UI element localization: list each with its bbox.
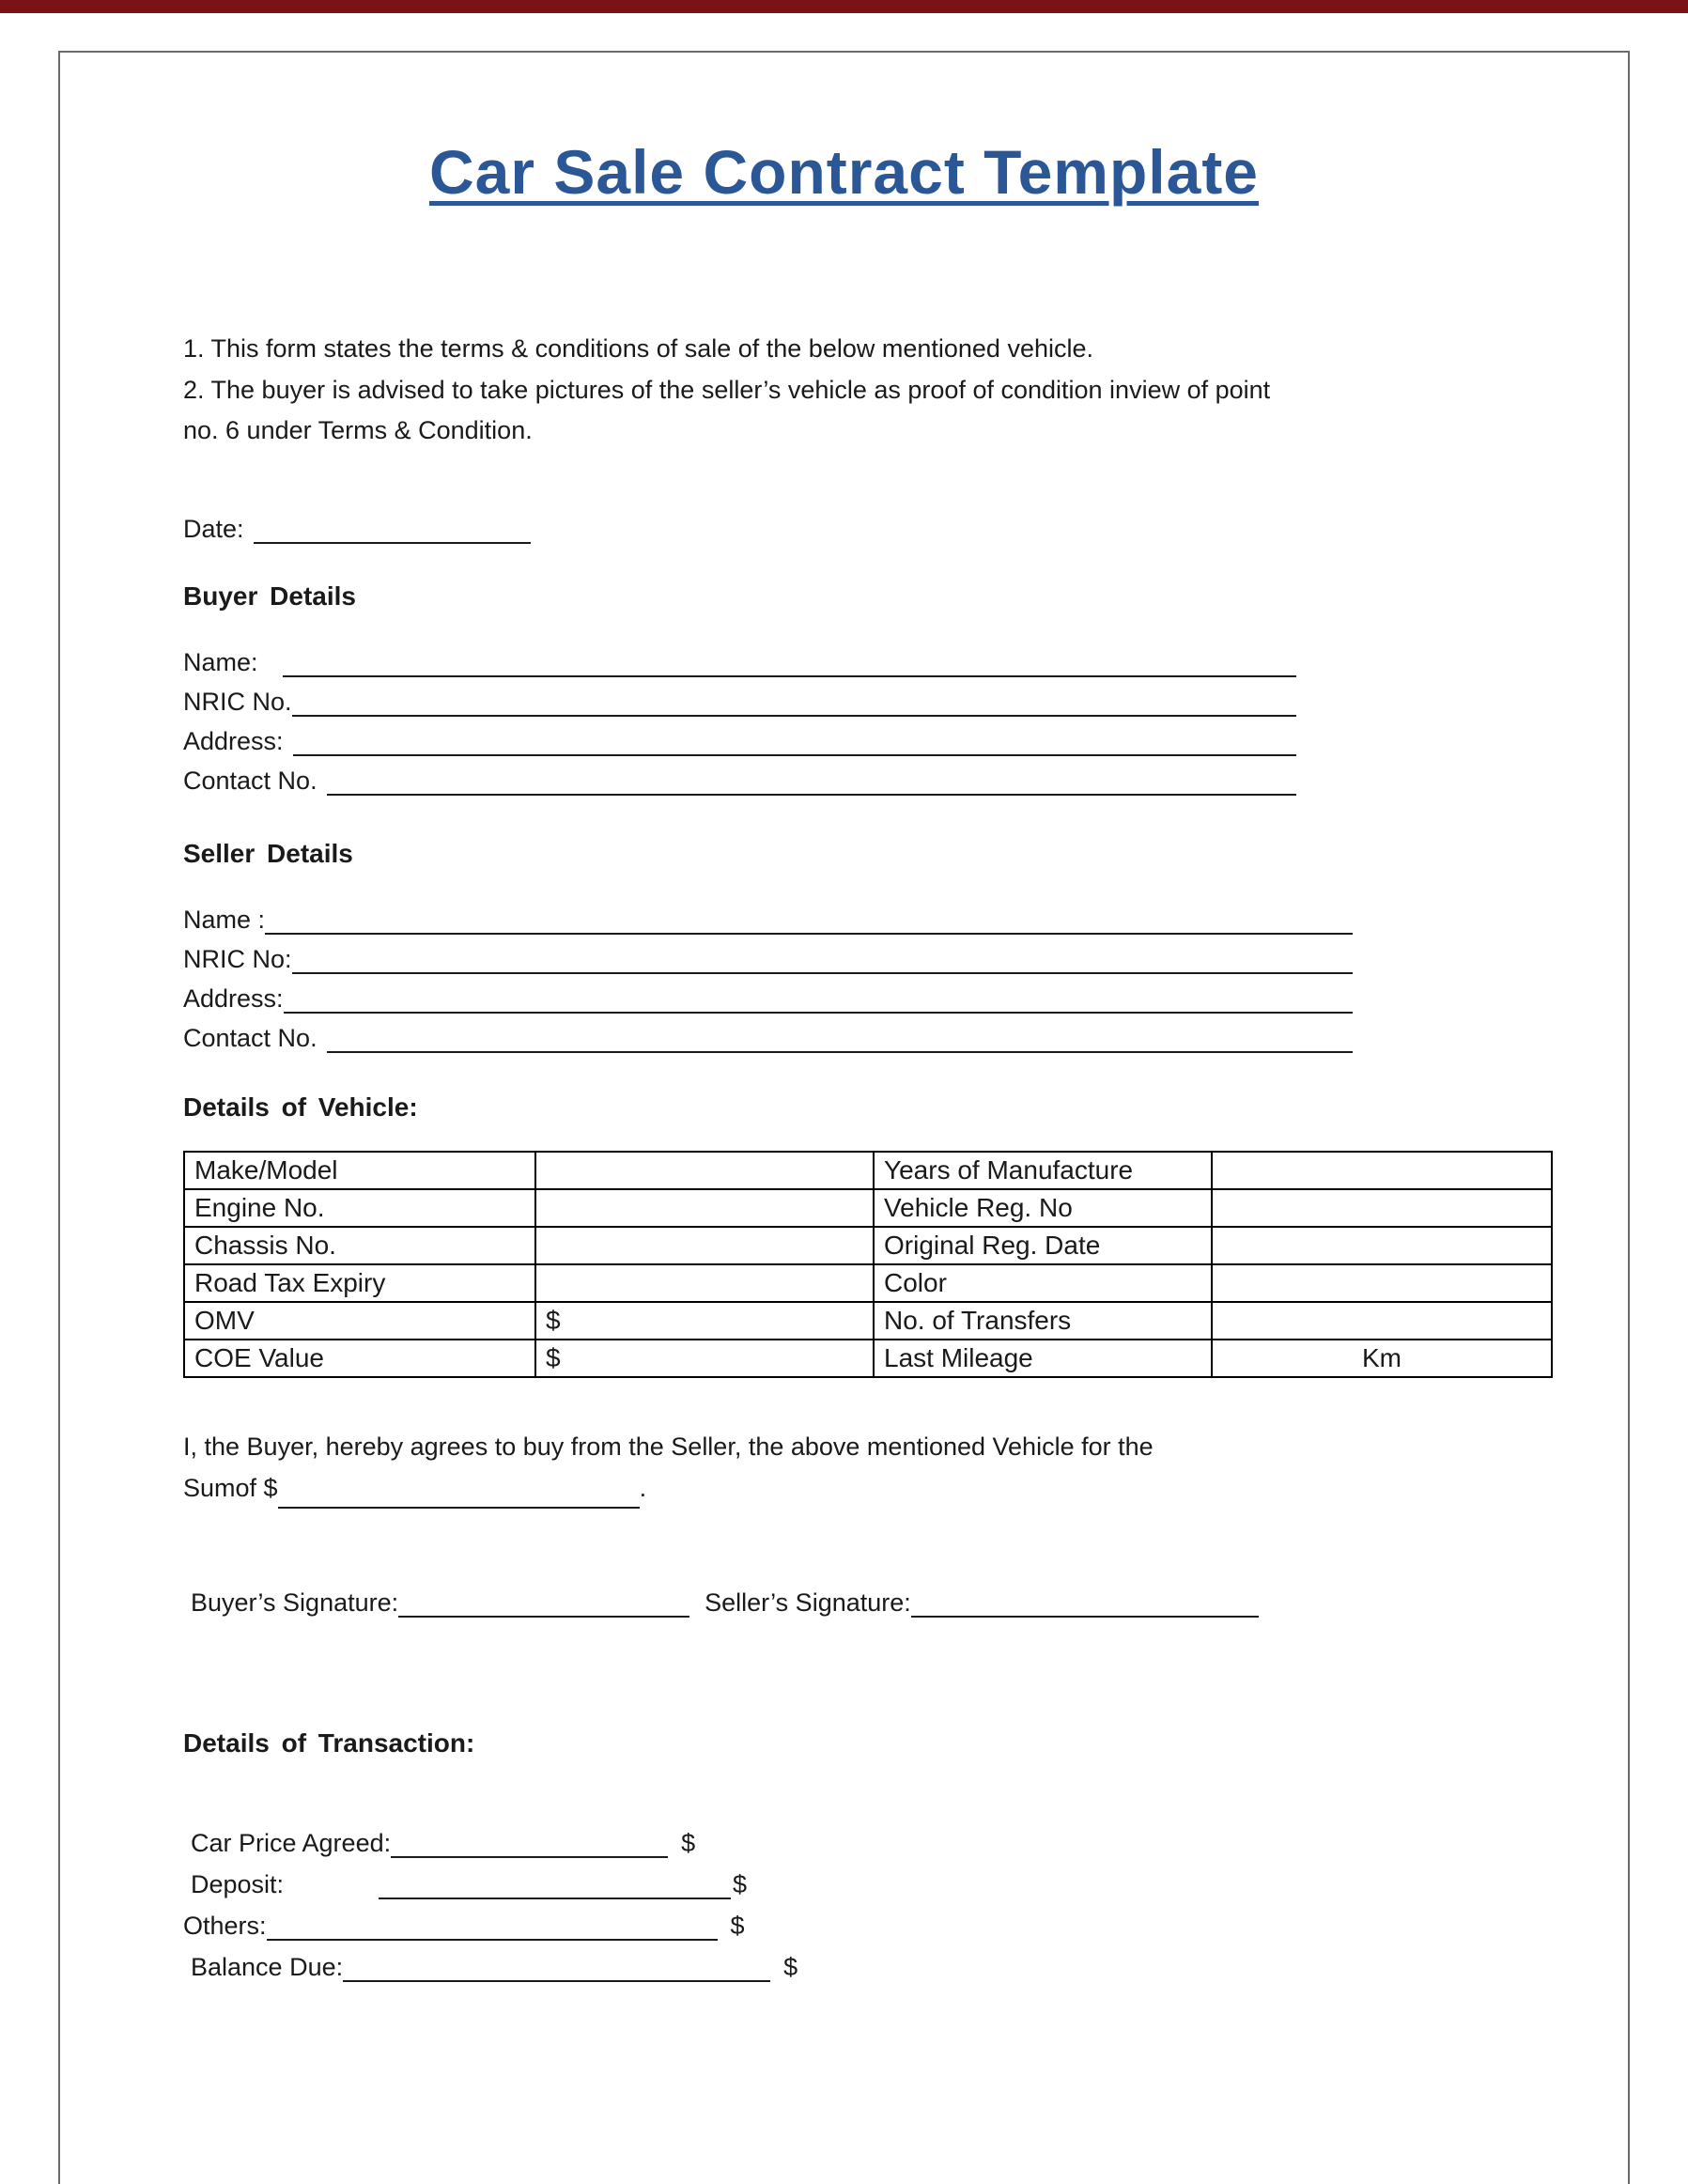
balance-due-label: Balance Due: (191, 1953, 344, 1982)
others-currency: $ (730, 1912, 745, 1941)
vehicle-cell-value: $ (535, 1340, 874, 1377)
vehicle-details-heading: Details of Vehicle: (183, 1092, 418, 1123)
vehicle-cell-label: OMV (184, 1302, 535, 1340)
buyer-contact-line (327, 764, 1296, 796)
vehicle-cell-value: $ (535, 1302, 874, 1340)
buyer-signature-line (398, 1586, 689, 1618)
deposit-currency: $ (733, 1870, 748, 1899)
seller-details-heading: Seller Details (183, 839, 353, 869)
buyer-nric-field (183, 677, 1296, 717)
car-price-field (183, 1817, 1505, 1858)
vehicle-cell-value (535, 1152, 874, 1189)
agreement-sum-period: . (639, 1474, 647, 1503)
others-field (183, 1899, 1505, 1941)
agreement-sum-label: Sumof $ (183, 1474, 278, 1503)
balance-due-currency: $ (783, 1953, 798, 1982)
buyer-name-field (183, 638, 1296, 677)
seller-address-line (284, 982, 1353, 1014)
seller-signature-label: Seller’s Signature: (705, 1588, 911, 1618)
seller-name-line (265, 903, 1353, 935)
seller-nric-line (292, 942, 1353, 974)
agreement-statement (183, 1427, 1505, 1509)
seller-nric-field (183, 935, 1353, 974)
buyer-name-label: Name: (183, 648, 258, 677)
table-row (184, 1264, 1552, 1302)
date-label: Date: (183, 515, 244, 544)
seller-name-field (183, 895, 1353, 935)
car-price-currency: $ (681, 1829, 696, 1858)
buyer-signature-label: Buyer’s Signature: (191, 1588, 399, 1618)
buyer-name-line (283, 645, 1296, 677)
agreement-sum-field (183, 1467, 1505, 1509)
balance-due-field (183, 1941, 1505, 1982)
vehicle-cell-value (1212, 1152, 1552, 1189)
table-row (184, 1302, 1552, 1340)
table-row (184, 1152, 1552, 1189)
buyer-fields (183, 638, 1296, 796)
date-fill-line (254, 512, 531, 544)
table-row (184, 1227, 1552, 1264)
seller-fields (183, 895, 1353, 1053)
buyer-address-line (293, 724, 1296, 756)
seller-address-label: Address: (183, 984, 284, 1014)
buyer-address-field (183, 717, 1296, 756)
vehicle-cell-label: Color (874, 1264, 1212, 1302)
transaction-section (183, 1728, 1505, 1982)
vehicle-cell-label: Last Mileage (874, 1340, 1212, 1377)
deposit-label: Deposit: (191, 1870, 285, 1899)
vehicle-cell-label: COE Value (184, 1340, 535, 1377)
seller-name-label: Name : (183, 906, 266, 935)
deposit-line (379, 1867, 731, 1899)
vehicle-cell-value (1212, 1302, 1552, 1340)
vehicle-cell-label: Years of Manufacture (874, 1152, 1212, 1189)
vehicle-details-table (183, 1151, 1553, 1378)
buyer-details-heading: Buyer Details (183, 581, 356, 612)
signature-row (183, 1576, 1505, 1618)
vehicle-cell-value (1212, 1189, 1552, 1227)
balance-due-line (343, 1950, 770, 1982)
agreement-line-1: I, the Buyer, hereby agrees to buy from the Seller, the above mentioned Vehicle for the (183, 1433, 1154, 1462)
buyer-contact-field (183, 756, 1296, 796)
others-label: Others: (183, 1912, 267, 1941)
car-price-label: Car Price Agreed: (191, 1829, 392, 1858)
table-row (184, 1340, 1552, 1377)
seller-nric-label: NRIC No: (183, 945, 292, 974)
vehicle-cell-value (535, 1189, 874, 1227)
buyer-nric-label: NRIC No. (183, 688, 292, 717)
table-row (184, 1189, 1552, 1227)
intro-point-2: 2. The buyer is advised to take pictures of the seller’s vehicle as proof of condition inview of point (183, 375, 1271, 404)
vehicle-cell-label: Vehicle Reg. No (874, 1189, 1212, 1227)
vehicle-cell-value: Km (1212, 1340, 1552, 1377)
transaction-heading: Details of Transaction: (183, 1728, 475, 1758)
vehicle-cell-label: Original Reg. Date (874, 1227, 1212, 1264)
transaction-rows (183, 1817, 1505, 1982)
buyer-contact-label: Contact No. (183, 767, 317, 796)
vehicle-cell-value (1212, 1227, 1552, 1264)
vehicle-cell-value (1212, 1264, 1552, 1302)
top-red-bar (0, 0, 1688, 13)
intro-notes (183, 329, 1505, 452)
vehicle-cell-label: Engine No. (184, 1189, 535, 1227)
document-content (58, 51, 1630, 2184)
document-title: Car Sale Contract Template (428, 137, 1260, 207)
date-field (183, 504, 634, 544)
seller-contact-field (183, 1014, 1353, 1053)
car-price-line (391, 1826, 668, 1858)
intro-point-1: 1. This form states the terms & conditions of sale of the below mentioned vehicle. (183, 333, 1093, 363)
vehicle-cell-label: Make/Model (184, 1152, 535, 1189)
vehicle-cell-label: No. of Transfers (874, 1302, 1212, 1340)
vehicle-cell-value (535, 1264, 874, 1302)
vehicle-cell-label: Chassis No. (184, 1227, 535, 1264)
vehicle-cell-label: Road Tax Expiry (184, 1264, 535, 1302)
buyer-nric-line (292, 685, 1296, 717)
seller-address-field (183, 974, 1353, 1014)
seller-signature-line (911, 1586, 1259, 1618)
vehicle-cell-value (535, 1227, 874, 1264)
buyer-address-label: Address: (183, 727, 284, 756)
intro-point-2-continued: no. 6 under Terms & Condition. (183, 416, 533, 445)
others-line (267, 1909, 718, 1941)
deposit-field (183, 1858, 1505, 1899)
seller-contact-label: Contact No. (183, 1024, 317, 1053)
seller-contact-line (327, 1021, 1353, 1053)
agreement-sum-line (278, 1477, 640, 1509)
